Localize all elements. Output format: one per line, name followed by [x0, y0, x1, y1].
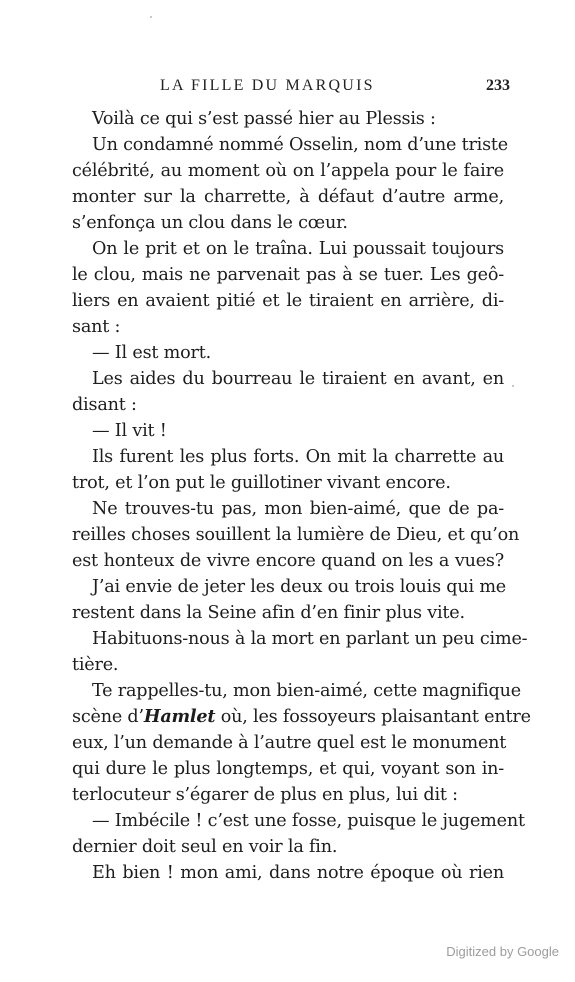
text-line: reilles choses souillent la lumière de Dieu, et qu’on: [72, 525, 520, 545]
text-line: liers en avaient pitié et le tiraient en arrière, di-: [72, 291, 504, 311]
page-number: 233: [486, 77, 510, 94]
running-head: [72, 77, 510, 99]
text-line: Voilà ce qui s’est passé hier au Plessis :: [92, 109, 436, 129]
text-line: célébrité, au moment où on l’appela pour le faire: [72, 161, 504, 181]
text-line: est honteux de vivre encore quand on les a vues?: [72, 551, 504, 571]
body-text: [72, 106, 531, 886]
text-line: Te rappelles-tu, mon bien-aimé, cette magnifique: [92, 681, 521, 701]
text-line: trot, et l’on put le guillotiner vivant encore.: [72, 473, 451, 493]
text-line: sant :: [72, 317, 121, 337]
text-line: qui dure le plus longtemps, et qui, voyant son in-: [72, 759, 504, 779]
paper-speck: [512, 385, 514, 387]
text-line: J’ai envie de jeter les deux ou trois louis qui me: [92, 577, 507, 597]
text-line: On le prit et on le traîna. Lui poussait toujours: [92, 239, 504, 259]
digitized-watermark: Digitized by Google: [446, 944, 559, 959]
text-line: — Imbécile ! c’est une fosse, puisque le jugement: [92, 811, 525, 831]
text-line: scène d’Hamlet où, les fossoyeurs plaisantant entre: [72, 706, 531, 727]
text-line: Les aides du bourreau le tiraient en avant, en: [92, 369, 504, 389]
text-line: Habituons-nous à la mort en parlant un peu cime-: [92, 629, 528, 649]
text-line: eux, l’un demande à l’autre quel est le monument: [72, 733, 507, 753]
text-line: le clou, mais ne parvenait pas à se tuer. Les geô-: [72, 265, 504, 285]
text-line: Eh bien ! mon ami, dans notre époque où rien: [92, 863, 504, 883]
play-title: Hamlet: [143, 706, 216, 727]
text-line: restent dans la Seine afin d’en finir plus vite.: [72, 603, 465, 623]
running-title: LA FILLE DU MARQUIS: [160, 77, 375, 94]
text-line: tière.: [72, 655, 119, 675]
text-line: — Il vit !: [92, 421, 167, 441]
text-line: monter sur la charrette, à défaut d’autre arme,: [72, 187, 504, 207]
text-line: Ne trouves-tu pas, mon bien-aimé, que de pa-: [92, 499, 504, 519]
paper-speck: [150, 16, 152, 18]
text-line: s’enfonça un clou dans le cœur.: [72, 213, 348, 233]
text-line: — Il est mort.: [92, 343, 212, 363]
text-line: terlocuteur s’égarer de plus en plus, lui dit :: [72, 785, 458, 805]
text-line: Ils furent les plus forts. On mit la charrette au: [92, 447, 504, 467]
text-line: disant :: [72, 395, 137, 415]
text-line: dernier doit seul en voir la fin.: [72, 837, 338, 857]
text-line: Un condamné nommé Osselin, nom d’une triste: [92, 135, 508, 155]
